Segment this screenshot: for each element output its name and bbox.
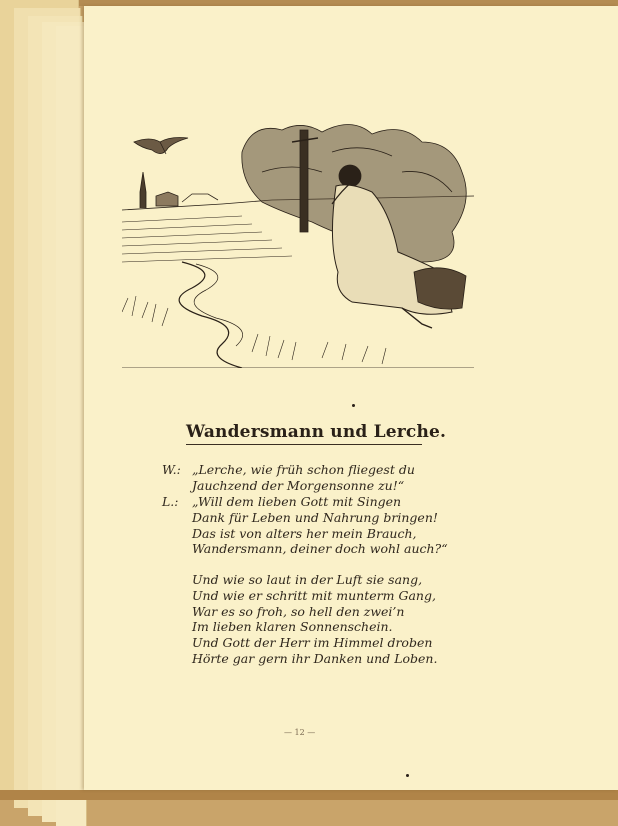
page-number: — 12 — [284,728,316,737]
stanza-two [192,572,462,667]
verse-line: Wandersmann, deiner doch wohl auch?“ [192,541,448,557]
book-bottom-edge [0,790,618,800]
verse-line: Das ist von alters her mein Brauch, [192,525,417,541]
verse-line: Und Gott der Herr im Himmel droben [192,635,433,651]
paper-speck [406,774,409,777]
poem-title: Wandersmann und Lerche. [186,422,422,445]
speaker-l: L.: [162,494,179,509]
verse-w [192,462,462,494]
verse-line: War es so froh, so hell den zwei’n [192,603,405,619]
verse-line: Jauchzend der Morgensonne zu!“ [192,477,405,493]
wanderer-lark-illustration [122,112,474,368]
verse-l [192,494,462,557]
verse-line: Hörte gar gern ihr Danken und Loben. [192,650,438,666]
verse-line: Im lieben klaren Sonnenschein. [192,619,393,635]
paper-speck [352,404,355,407]
verse-line: „Will dem lieben Gott mit Singen [192,494,402,509]
lark-icon [134,138,188,155]
page-stack-edge [56,26,87,826]
verse-line: Und wie so laut in der Luft sie sang, [192,572,423,587]
verse-line: „Lerche, wie früh schon fliegest du [192,462,415,477]
speaker-w: W.: [162,462,181,477]
verse-line: Dank für Leben und Nahrung bringen! [192,509,438,525]
verse-line: Und wie er schritt mit munterm Gang, [192,587,436,603]
